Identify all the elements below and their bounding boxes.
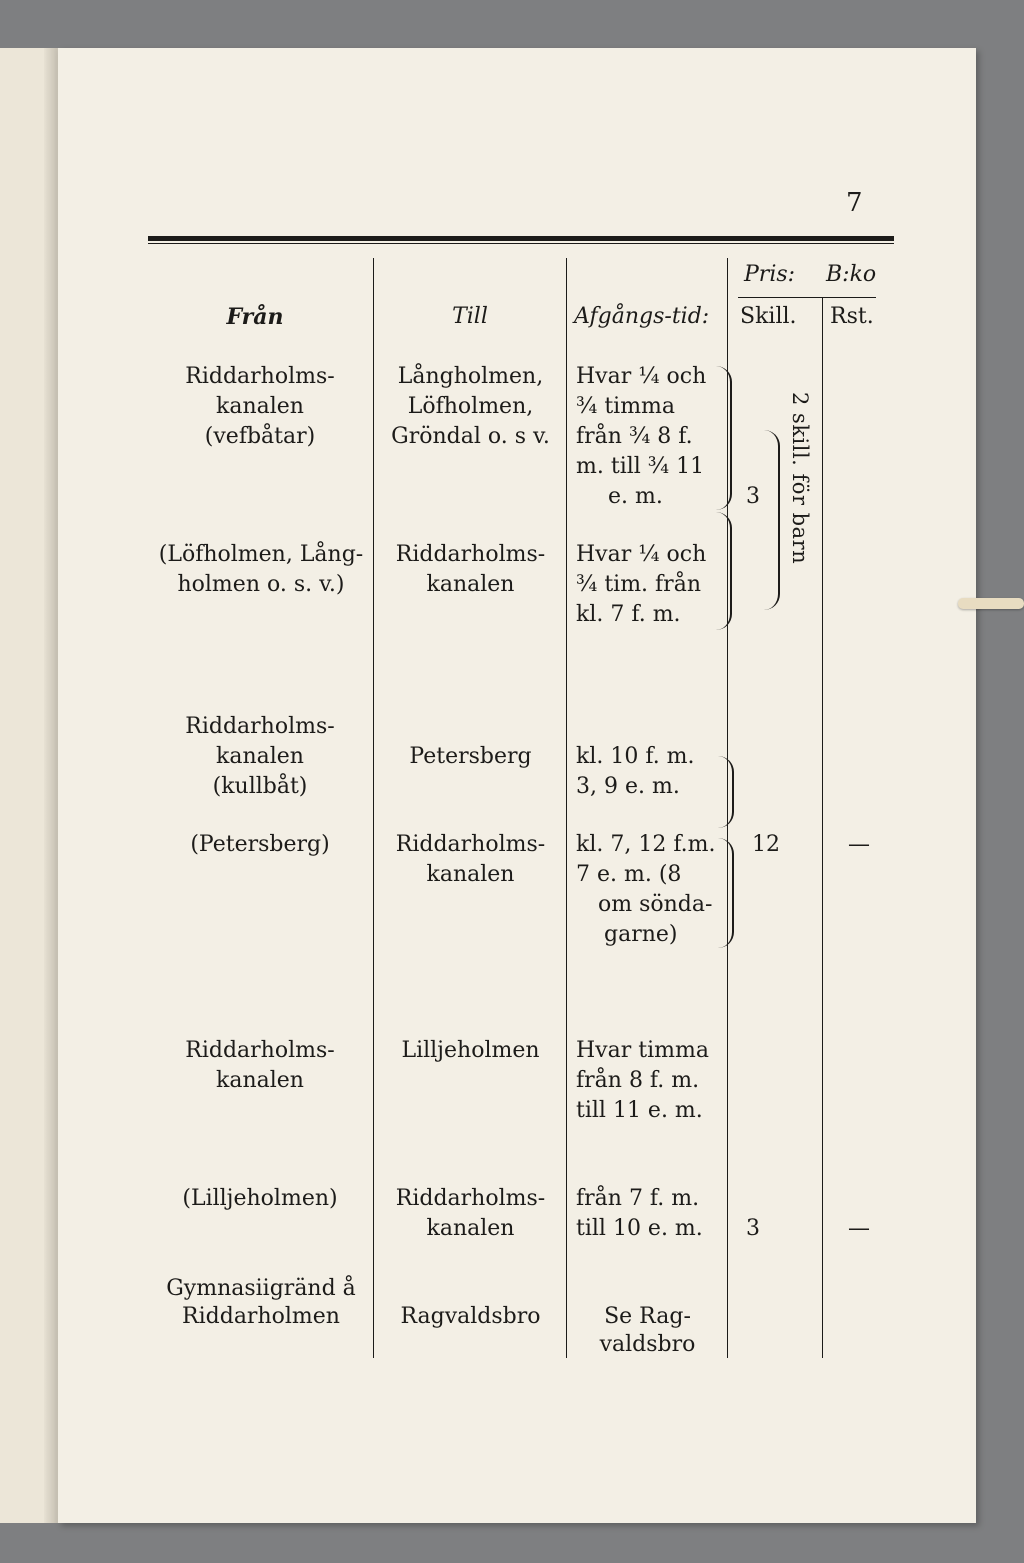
row-1-till-line-3: Gröndal o. s v. [391,424,550,449]
row-1-skill: 3 [746,484,760,509]
row-1-till-line-2: Löfholmen, [407,394,534,419]
row-4-skill: 12 [752,832,780,857]
row-7-fran-line-1: Gymnasiigränd å [166,1276,356,1301]
row-6-rst: — [848,1216,870,1241]
row-5-tid-line-2: från 8 f. m. [576,1068,700,1093]
row-2-till-line-2: kanalen [426,572,515,597]
column-divider-1 [373,258,374,1358]
row-4-rst: — [848,832,870,857]
brace-row-4 [718,838,734,948]
brace-row-3 [718,756,734,828]
row-3-fran-line-1: Riddarholms- [185,714,335,739]
row-5-fran-line-2: kanalen [216,1068,304,1093]
row-3-tid-line-2: 3, 9 e. m. [576,774,680,799]
row-1-till-line-1: Långholmen, [397,364,544,389]
header-skill: Skill. [740,304,797,329]
row-1-tid-line-3: från ¾ 8 f. [576,424,693,449]
row-3-tid-line-1: kl. 10 f. m. [576,744,695,769]
row-7-tid-line-1: Se Rag- [604,1304,691,1329]
row-2-fran-line-2: holmen o. s. v.) [177,572,345,597]
row-3-till-line-1: Petersberg [409,744,532,769]
row-4-tid-line-1: kl. 7, 12 f.m. [576,832,716,857]
row-6-tid-line-2: till 10 e. m. [576,1216,703,1241]
row-6-till-line-2: kanalen [426,1216,515,1241]
row-5-fran-line-1: Riddarholms- [185,1038,335,1063]
brace-pris-note [764,430,780,610]
row-7-till-line-1: Ragvaldsbro [400,1304,541,1329]
header-rule-thick [148,236,894,241]
row-3-fran-line-3: (kullbåt) [212,774,308,799]
row-1-tid-line-5: e. m. [608,484,663,509]
header-pris: Pris: [744,262,796,287]
row-4-tid-line-4: garne) [604,922,678,947]
row-5-till-line-1: Lilljeholmen [401,1038,540,1063]
header-fran: Från [226,304,284,330]
row-4-tid-line-2: 7 e. m. (8 [576,862,682,887]
row-1-tid-line-4: m. till ¾ 11 [576,454,705,479]
row-1-fran-line-3: (vefbåtar) [204,424,316,449]
vertical-price-note: 2 skill. för barn [788,392,812,565]
row-2-tid-line-2: ¾ tim. från [576,572,701,597]
header-afgang: Afgångs-tid: [574,304,710,329]
page-number: 7 [846,188,863,218]
header-bko: B:ko [826,262,877,287]
row-1-tid-line-2: ¾ timma [576,394,676,419]
header-till: Till [452,304,488,329]
row-6-fran-line-1: (Lilljeholmen) [182,1186,338,1211]
column-divider-2 [566,258,567,1358]
row-6-skill: 3 [746,1216,760,1241]
row-3-fran-line-2: kanalen [216,744,304,769]
header-rst: Rst. [830,304,874,329]
brace-row-2 [716,512,732,630]
header-rule-thin [148,243,894,244]
bookmark-tab [958,598,1024,609]
brace-row-1 [716,366,732,510]
row-6-tid-line-1: från 7 f. m. [576,1186,700,1211]
row-6-till-line-1: Riddarholms- [395,1186,546,1211]
row-2-tid-line-3: kl. 7 f. m. [576,602,681,627]
row-1-tid-line-1: Hvar ¼ och [576,364,707,389]
column-divider-4 [822,298,823,1358]
row-1-fran-line-2: kanalen [216,394,304,419]
row-2-till-line-1: Riddarholms- [395,542,546,567]
row-5-tid-line-1: Hvar timma [576,1038,709,1063]
row-4-fran-line-1: (Petersberg) [190,832,330,857]
row-4-till-line-2: kanalen [426,862,515,887]
row-2-fran-line-1: (Löfholmen, Lång- [158,542,364,567]
pris-underline [738,297,876,298]
row-7-tid-line-2: valdsbro [599,1332,696,1357]
row-4-tid-line-3: om sönda- [598,892,713,917]
row-4-till-line-1: Riddarholms- [395,832,546,857]
row-7-fran-line-2: Riddarholmen [182,1304,340,1329]
row-1-fran-line-1: Riddarholms- [185,364,335,389]
row-2-tid-line-1: Hvar ¼ och [576,542,707,567]
row-5-tid-line-3: till 11 e. m. [576,1098,703,1123]
